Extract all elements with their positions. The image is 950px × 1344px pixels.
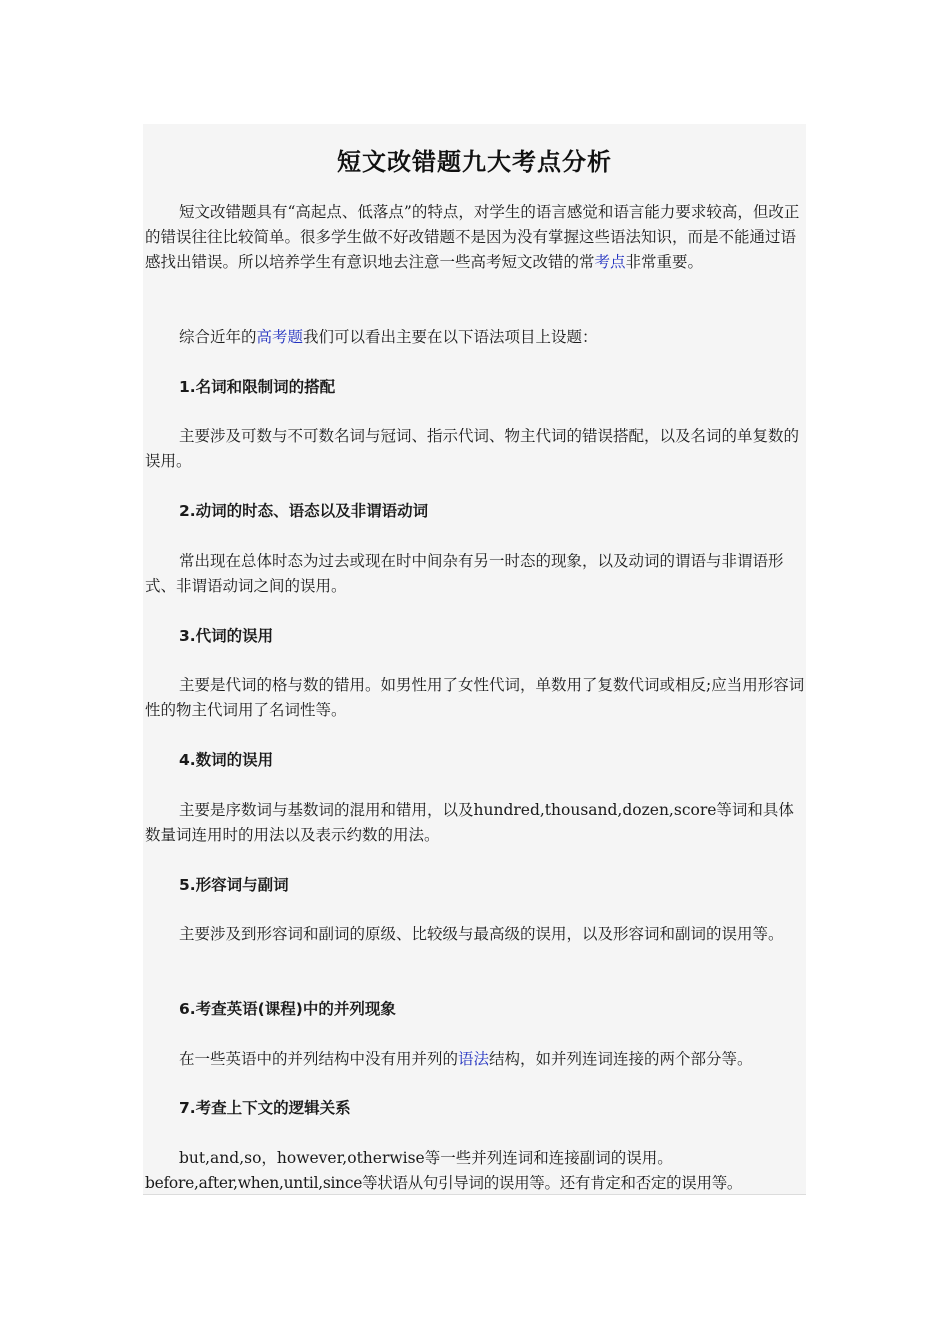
section-heading-2: 2.动词的时态、语态以及非谓语动词 [179,502,429,520]
section-body-1: 主要涉及可数与不可数名词与冠词、指示代词、物主代词的错误搭配，以及名词的单复数的误用。 [145,427,800,470]
section-heading-4: 4.数词的误用 [179,751,274,769]
summary-paragraph [145,325,805,350]
intro-link[interactable]: 考点 [594,253,626,271]
section-heading-5: 5.形容词与副词 [179,876,289,894]
section-body-2: 常出现在总体时态为过去或现在时中间杂有另一时态的现象，以及动词的谓语与非谓语形式、非谓语动词之间的误用。 [145,552,784,595]
grammar-link[interactable]: 语法 [458,1050,490,1068]
intro-paragraph [145,200,805,275]
article-title: 短文改错题九大考点分析 [337,147,612,176]
section-body-5: 主要涉及到形容词和副词的原级、比较级与最高级的误用，以及形容词和副词的误用等。 [179,925,784,943]
section-body-3: 主要是代词的格与数的错用。如男性用了女性代词，单数用了复数代词或相反;应当用形容词性的物主代词用了名词性等。 [145,676,805,719]
section-heading-6: 6.考查英语(课程)中的并列现象 [179,1000,396,1018]
section-7-line-2: before,after,when,until,since等状语从句引导词的误用等。还有肯定和否定的误用等。 [145,1174,743,1192]
section-6-text-end: 结构，如并列连词连接的两个部分等。 [489,1050,753,1068]
section-heading-1: 1.名词和限制词的搭配 [179,378,336,396]
section-body-6 [145,1047,805,1072]
section-7-line-1: but,and,so，however,otherwise等一些并列连词和连接副词的误用。 [179,1149,673,1167]
intro-text-end: 非常重要。 [625,253,704,271]
article-panel [143,124,806,1195]
summary-link[interactable]: 高考题 [256,328,304,346]
intro-text: 短文改错题具有“高起点、低落点”的特点，对学生的语言感觉和语言能力要求较高，但改正的错误往往比较简单。很多学生做不好改错题不是因为没有掌握这些语法知识，而是不能通过语感找出错误。所以培养学生有意识地去注意一些高考短文改错的常 [145,203,800,271]
summary-text-end: 我们可以看出主要在以下语法项目上设题： [303,328,598,346]
section-heading-7: 7.考查上下文的逻辑关系 [179,1099,351,1117]
section-body-4: 主要是序数词与基数词的混用和错用，以及hundred,thousand,dozen,score等词和具体数量词连用时的用法以及表示约数的用法。 [145,801,794,844]
section-heading-3: 3.代词的误用 [179,627,274,645]
summary-text: 综合近年的 [179,328,257,346]
section-6-text: 在一些英语中的并列结构中没有用并列的 [179,1050,459,1068]
